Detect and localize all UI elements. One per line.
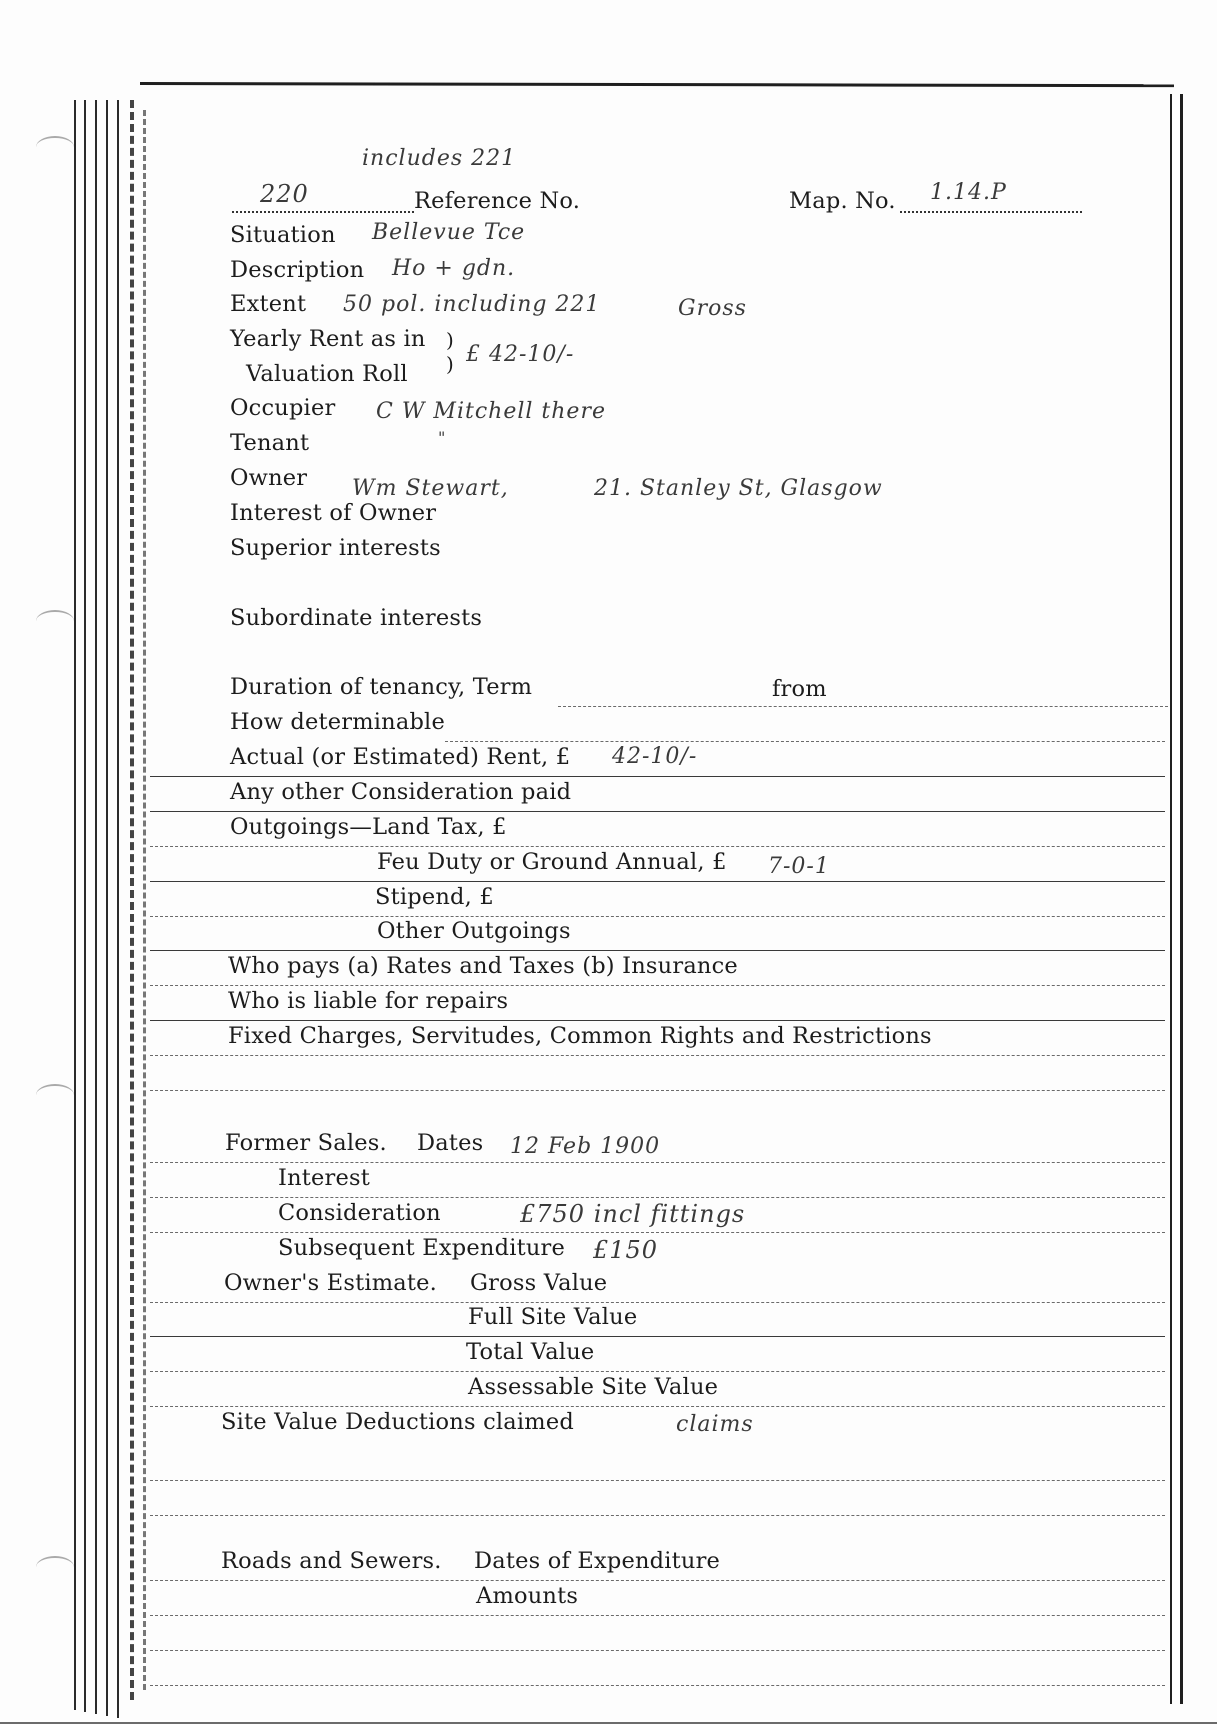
- rule-other-outgoings: [150, 950, 1165, 951]
- rule-deductions-2: [150, 1515, 1165, 1516]
- binding-edge-1: [74, 100, 76, 1710]
- rule-bottom-1: [150, 1650, 1165, 1651]
- binding-dashed-edge-2: [143, 110, 150, 1690]
- page-right-edge: [1180, 94, 1183, 1704]
- rule-assessable-site-value: [150, 1406, 1165, 1407]
- map-no-dotted-line: [900, 211, 1082, 213]
- interest-of-owner-label: Interest of Owner: [230, 500, 437, 526]
- situation-label: Situation: [230, 222, 336, 248]
- site-value-deductions-value: claims: [676, 1412, 754, 1437]
- rule-full-site-value: [150, 1336, 1165, 1337]
- roads-amounts-label: Amounts: [476, 1583, 579, 1609]
- roads-sewers-label: Roads and Sewers.: [221, 1548, 442, 1574]
- situation-value: Bellevue Tce: [372, 220, 526, 245]
- rule-fixed-charges: [150, 1055, 1165, 1056]
- who-pays-label: Who pays (a) Rates and Taxes (b) Insurance: [228, 953, 738, 979]
- duration-label: Duration of tenancy, Term: [230, 674, 533, 700]
- site-value-deductions-label: Site Value Deductions claimed: [221, 1409, 574, 1435]
- binding-edge-5: [117, 100, 119, 1718]
- extent-note: Gross: [678, 296, 747, 321]
- full-site-value-label: Full Site Value: [468, 1304, 638, 1330]
- yearly-rent-brace-bottom: ): [446, 352, 455, 376]
- gross-value-label: Gross Value: [470, 1270, 608, 1296]
- duration-from-label: from: [772, 676, 827, 702]
- how-determinable-label: How determinable: [230, 709, 445, 735]
- page-bottom-border: [0, 1722, 1217, 1724]
- yearly-rent-brace-top: ): [446, 328, 455, 352]
- rule-actual-rent: [150, 776, 1165, 777]
- assessable-site-value-label: Assessable Site Value: [468, 1374, 719, 1400]
- page-top-border: [140, 82, 1174, 87]
- tenant-label: Tenant: [230, 430, 310, 456]
- binding-edge-4: [106, 100, 108, 1716]
- owner-value: Wm Stewart,: [352, 476, 509, 501]
- superior-interests-label: Superior interests: [230, 535, 441, 561]
- former-sales-dates-value: 12 Feb 1900: [510, 1134, 661, 1159]
- punch-hole-2: [36, 610, 74, 632]
- former-sales-dates-label: Dates: [417, 1130, 484, 1156]
- rule-former-sales: [150, 1162, 1165, 1163]
- occupier-value: C W Mitchell there: [376, 399, 606, 424]
- rule-former-consideration: [150, 1232, 1165, 1233]
- rule-fixed-charges-2: [150, 1090, 1165, 1091]
- description-value: Ho + gdn.: [392, 256, 516, 281]
- former-sales-consideration-value: £750 incl fittings: [520, 1200, 746, 1228]
- rule-roads-amounts: [150, 1615, 1165, 1616]
- total-value-label: Total Value: [466, 1339, 595, 1365]
- outgoings-label: Outgoings—Land Tax, £: [230, 814, 507, 840]
- other-consideration-label: Any other Consideration paid: [230, 779, 572, 805]
- extent-value: 50 pol. including 221: [343, 292, 601, 317]
- who-liable-label: Who is liable for repairs: [228, 988, 509, 1014]
- owner-address: 21. Stanley St, Glasgow: [594, 476, 883, 501]
- rule-feu-duty: [150, 881, 1165, 882]
- binding-edge-2: [84, 100, 86, 1712]
- rule-who-liable: [150, 1020, 1165, 1021]
- owners-estimate-label: Owner's Estimate.: [224, 1270, 438, 1296]
- tenant-ditto-mark: ": [438, 428, 447, 447]
- rule-gross-value: [150, 1302, 1165, 1303]
- rule-deductions-1: [150, 1480, 1165, 1481]
- subsequent-expenditure-value: £150: [593, 1236, 659, 1264]
- yearly-rent-value: £ 42-10/-: [466, 342, 575, 367]
- reference-no-value: 220: [260, 180, 309, 208]
- punch-hole-3: [36, 1084, 74, 1106]
- rule-total-value: [150, 1371, 1165, 1372]
- extent-label: Extent: [230, 291, 307, 317]
- map-no-value: 1.14.P: [930, 180, 1007, 205]
- rule-who-pays: [150, 985, 1165, 986]
- occupier-label: Occupier: [230, 395, 336, 421]
- yearly-rent-label-line1: Yearly Rent as in: [230, 326, 426, 352]
- owner-label: Owner: [230, 465, 308, 491]
- binding-dashed-edge: [130, 100, 142, 1700]
- rule-other-consideration: [150, 811, 1165, 812]
- rule-stipend: [150, 916, 1165, 917]
- stipend-label: Stipend, £: [375, 884, 494, 910]
- binding-edge-3: [95, 100, 97, 1714]
- rule-how-determinable: [445, 741, 1165, 742]
- rule-roads-dates: [150, 1580, 1165, 1581]
- other-outgoings-label: Other Outgoings: [377, 918, 571, 944]
- roads-dates-label: Dates of Expenditure: [474, 1548, 721, 1574]
- yearly-rent-label-line2: Valuation Roll: [246, 361, 408, 387]
- includes-note: includes 221: [362, 146, 517, 171]
- rule-duration: [558, 706, 1168, 707]
- former-sales-interest-label: Interest: [278, 1165, 370, 1191]
- former-sales-label: Former Sales.: [225, 1130, 387, 1156]
- former-sales-consideration-label: Consideration: [278, 1200, 441, 1226]
- reference-no-label: Reference No.: [414, 188, 581, 214]
- description-label: Description: [230, 257, 365, 283]
- fixed-charges-label: Fixed Charges, Servitudes, Common Rights and Restrictions: [228, 1023, 932, 1049]
- rule-bottom-2: [150, 1685, 1165, 1686]
- feu-duty-value: 7-0-1: [768, 854, 830, 879]
- actual-rent-value: 42-10/-: [612, 744, 698, 769]
- subsequent-expenditure-label: Subsequent Expenditure: [278, 1235, 565, 1261]
- subordinate-interests-label: Subordinate interests: [230, 605, 483, 631]
- punch-hole-1: [36, 136, 74, 158]
- punch-hole-4: [36, 1556, 74, 1578]
- map-no-label: Map. No.: [789, 188, 896, 214]
- actual-rent-label: Actual (or Estimated) Rent, £: [230, 744, 571, 770]
- rule-former-interest: [150, 1197, 1165, 1198]
- rule-outgoings: [150, 846, 1165, 847]
- reference-no-dotted-line: [232, 211, 414, 213]
- feu-duty-label: Feu Duty or Ground Annual, £: [377, 849, 727, 875]
- page-right-border: [1170, 94, 1172, 1704]
